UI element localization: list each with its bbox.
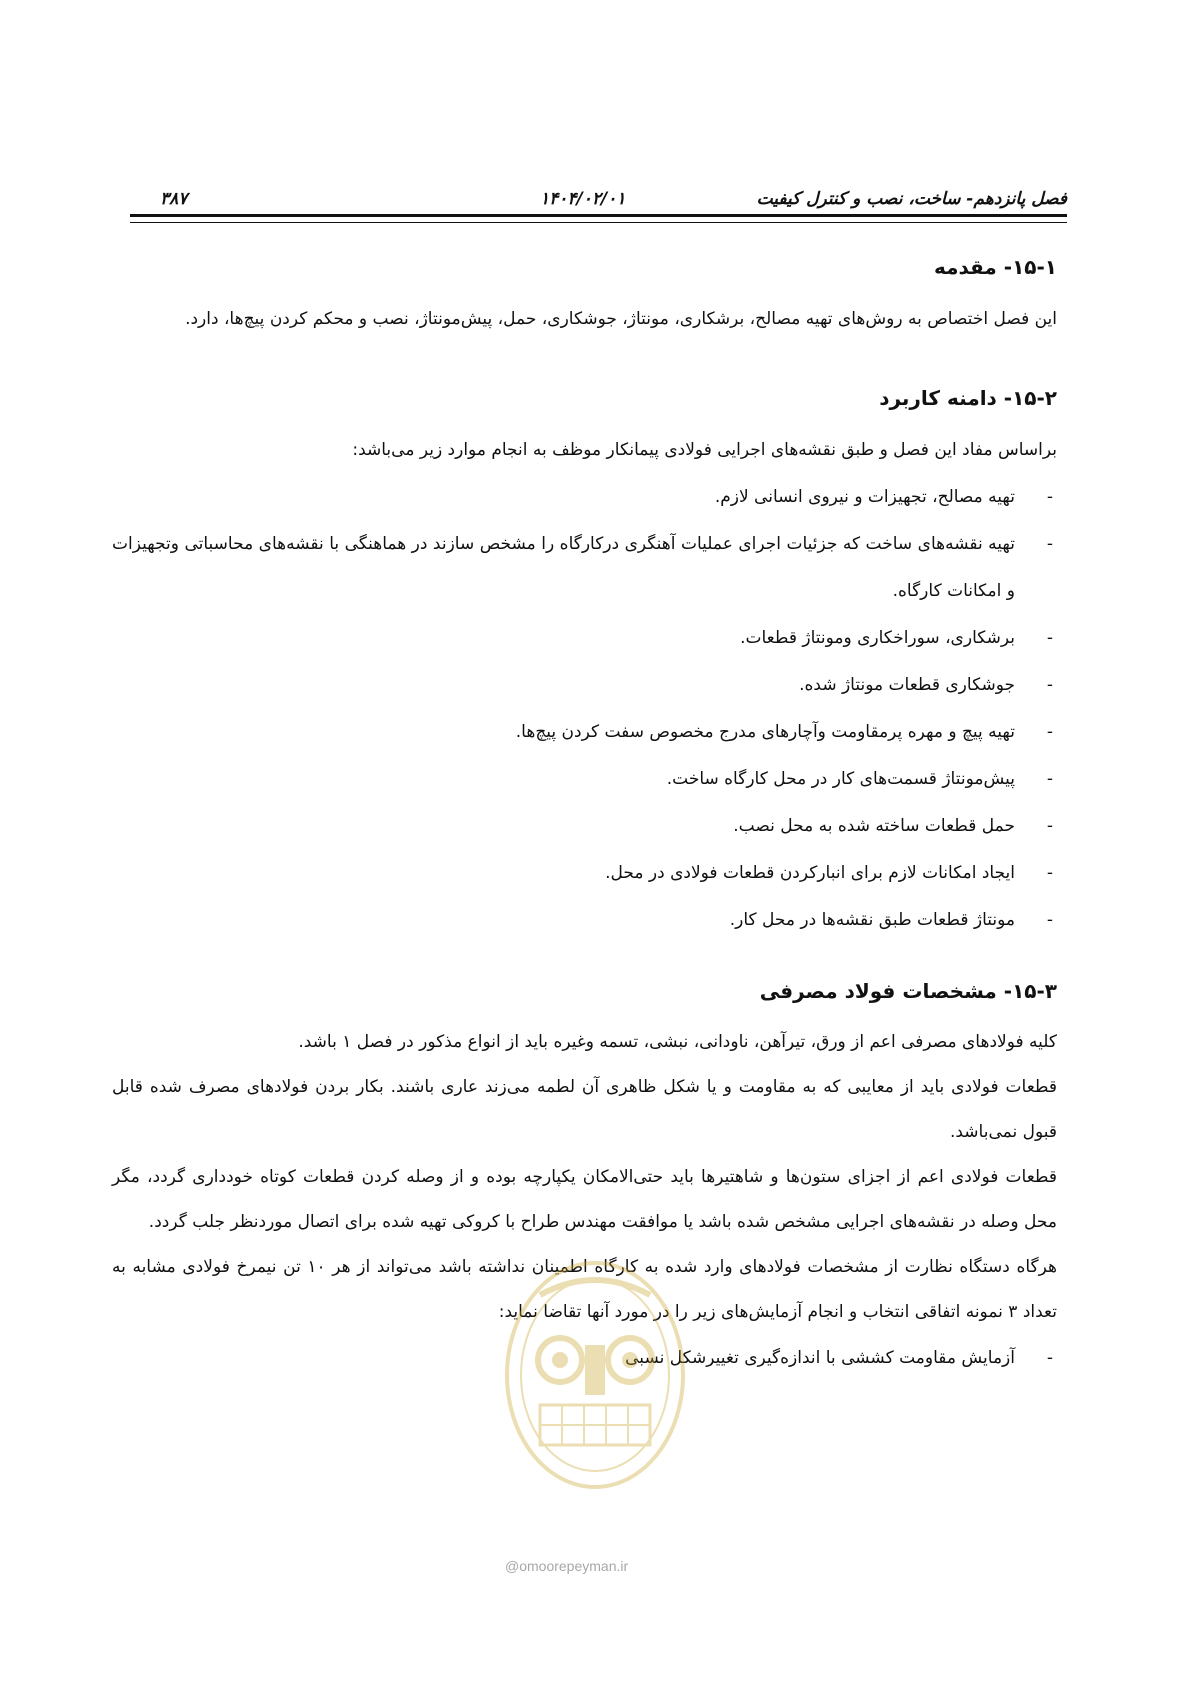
list-item-text: آزمایش مقاومت کششی با اندازه‌گیری تغییرشکل نسبی — [625, 1348, 1015, 1368]
list-dash: - — [1046, 863, 1053, 883]
list-item-text: ایجاد امکانات لازم برای انبارکردن قطعات فولادی در محل. — [605, 863, 1015, 883]
section-steel-specs — [112, 974, 1057, 1382]
list-item — [112, 803, 1057, 850]
list-dash: - — [1046, 769, 1053, 789]
list-item-text: برشکاری، سوراخکاری ومونتاژ قطعات. — [740, 628, 1015, 648]
watermark-url: @omoorepeyman.ir — [505, 1558, 629, 1574]
header-rule-thick — [130, 214, 1067, 217]
list-item-text: تهیه پیچ و مهره پرمقاومت وآچارهای مدرج مخصوص سفت کردن پیچ‌ها. — [515, 722, 1015, 742]
list-dash: - — [1046, 1348, 1053, 1368]
list-item — [112, 850, 1057, 897]
list-item — [112, 474, 1057, 521]
scope-list — [112, 474, 1057, 944]
list-item — [112, 897, 1057, 944]
list-item-text: پیش‌مونتاژ قسمت‌های کار در محل کارگاه ساخت. — [666, 769, 1015, 789]
chapter-title: فصل پانزدهم- ساخت، نصب و کنترل کیفیت — [756, 189, 1067, 209]
list-item-text: مونتاژ قطعات طبق نقشه‌ها در محل کار. — [729, 910, 1015, 930]
section-paragraph: کلیه فولادهای مصرفی اعم از ورق، تیرآهن، ناودانی، نبشی، تسمه وغیره باید از انواع مذکور در فصل ۱ باشد. — [298, 1032, 1057, 1052]
list-dash: - — [1046, 628, 1053, 648]
list-item-text: تهیه مصالح، تجهیزات و نیروی انسانی لازم. — [714, 487, 1015, 507]
section-paragraph: هرگاه دستگاه نظارت از مشخصات فولادهای وارد شده به کارگاه اطمینان نداشته باشد می‌تواند از هر ۱۰ تن نیمرخ فولادی مشابه به تعداد ۳ نمونه اتفاقی انتخاب و انجام آزمایش‌های زیر را در مورد آنها تقاضا نماید: — [112, 1257, 1057, 1322]
list-item — [112, 756, 1057, 803]
section-heading: ۱۵-۲- دامنه کاربرد — [879, 386, 1057, 410]
section-paragraph: قطعات فولادی باید از معایبی که به مقاومت و یا شکل ظاهری آن لطمه می‌زند عاری باشند. بکار بردن فولادهای مصرف شده قابل قبول نمی‌باشد. — [112, 1077, 1057, 1142]
section-paragraph: قطعات فولادی اعم از اجزای ستون‌ها و شاهتیرها باید حتی‌الامکان یکپارچه بوده و از وصله کردن قطعات کوتاه خودداری گردد، مگر محل وصله در نقشه‌های اجرایی مشخص شده باشد یا موافقت مهندس طراح با کروکی تهیه شده برای اتصال موردنظر جلب گردد. — [112, 1167, 1057, 1232]
section-intro: براساس مفاد این فصل و طبق نقشه‌های اجرایی فولادی پیمانکار موظف به انجام موارد زیر می‌باشد: — [352, 440, 1057, 460]
list-item-text: تهیه نقشه‌های ساخت که جزئیات اجرای عملیات آهنگری درکارگاه را مشخص سازند در هماهنگی با نقشه‌های محاسباتی وتجهیزات و امکانات کارگاه. — [112, 534, 1015, 601]
list-item — [112, 521, 1057, 615]
list-dash: - — [1046, 722, 1053, 742]
section-heading: ۱۵-۱- مقدمه — [933, 255, 1057, 279]
list-item-text: جوشکاری قطعات مونتاژ شده. — [799, 675, 1015, 695]
list-dash: - — [1046, 675, 1053, 695]
list-dash: - — [1046, 910, 1053, 930]
section-paragraph: این فصل اختصاص به روش‌های تهیه مصالح، برشکاری، مونتاژ، جوشکاری، حمل، پیش‌مونتاژ، نصب و محکم کردن پیچ‌ها، دارد. — [185, 309, 1057, 329]
list-item — [112, 662, 1057, 709]
list-dash: - — [1046, 534, 1053, 554]
section-heading: ۱۵-۳- مشخصات فولاد مصرفی — [759, 979, 1057, 1003]
list-dash: - — [1046, 487, 1053, 507]
section-scope — [112, 381, 1057, 944]
header-rule-thin — [130, 222, 1067, 223]
page-number: ۳۸۷ — [160, 189, 188, 209]
list-item — [112, 615, 1057, 662]
list-dash: - — [1046, 816, 1053, 836]
document-body — [112, 250, 1057, 1382]
section-gap — [112, 343, 1057, 381]
section-introduction — [112, 250, 1057, 343]
section-gap — [112, 944, 1057, 974]
tests-list — [112, 1335, 1057, 1382]
list-item — [112, 1335, 1057, 1382]
list-item — [112, 709, 1057, 756]
list-item-text: حمل قطعات ساخته شده به محل نصب. — [733, 816, 1015, 836]
header-date: ۱۴۰۴/۰۲/۰۱ — [540, 189, 626, 209]
